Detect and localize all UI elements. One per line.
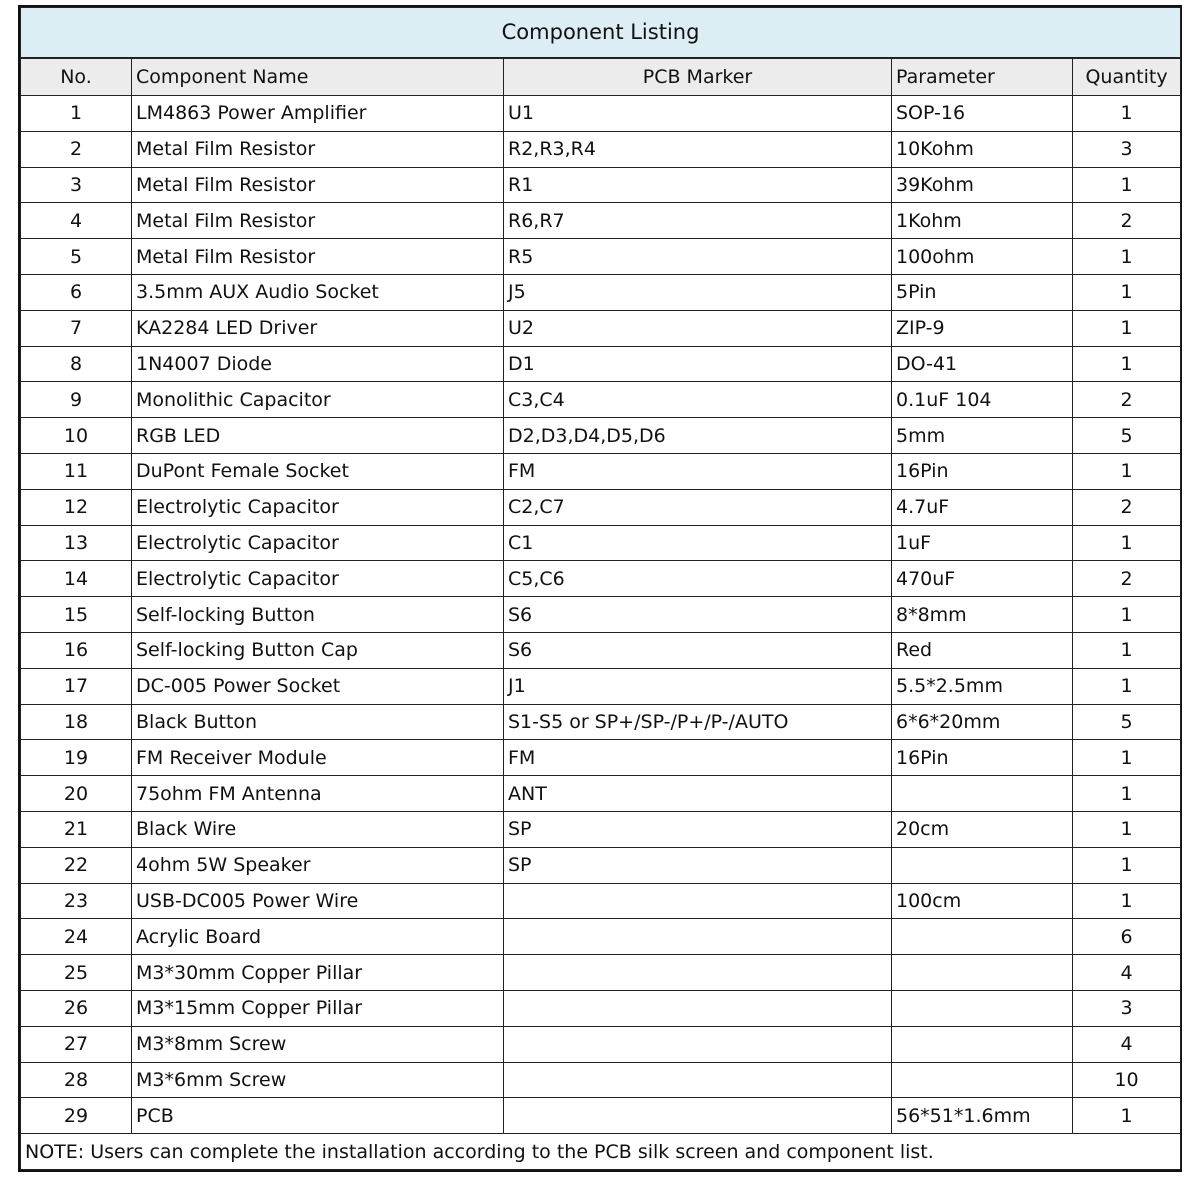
cell-quantity: 1 (1073, 96, 1181, 132)
table-row (21, 382, 1181, 418)
cell-quantity: 1 (1073, 274, 1181, 310)
cell-component-name: 4ohm 5W Speaker (132, 847, 504, 883)
cell-pcb-marker: R1 (504, 167, 892, 203)
cell-no: 20 (21, 776, 132, 812)
cell-parameter (892, 955, 1073, 991)
table-row (21, 740, 1181, 776)
cell-quantity: 2 (1073, 382, 1181, 418)
table-row (21, 274, 1181, 310)
cell-component-name: Black Button (132, 704, 504, 740)
cell-pcb-marker (504, 883, 892, 919)
cell-no: 12 (21, 489, 132, 525)
cell-quantity: 10 (1073, 1062, 1181, 1098)
cell-quantity: 1 (1073, 239, 1181, 275)
header-quantity: Quantity (1073, 58, 1181, 96)
cell-quantity: 1 (1073, 811, 1181, 847)
cell-pcb-marker: U1 (504, 96, 892, 132)
cell-component-name: FM Receiver Module (132, 740, 504, 776)
cell-parameter: ZIP-9 (892, 310, 1073, 346)
cell-component-name: LM4863 Power Amplifier (132, 96, 504, 132)
cell-no: 1 (21, 96, 132, 132)
cell-no: 13 (21, 525, 132, 561)
cell-parameter: 1Kohm (892, 203, 1073, 239)
cell-no: 8 (21, 346, 132, 382)
table-row (21, 561, 1181, 597)
table-row (21, 704, 1181, 740)
cell-no: 23 (21, 883, 132, 919)
cell-component-name: M3*15mm Copper Pillar (132, 990, 504, 1026)
cell-parameter: 16Pin (892, 453, 1073, 489)
cell-parameter: 20cm (892, 811, 1073, 847)
cell-no: 4 (21, 203, 132, 239)
table-row (21, 489, 1181, 525)
cell-pcb-marker: R5 (504, 239, 892, 275)
cell-parameter: 39Kohm (892, 167, 1073, 203)
cell-quantity: 1 (1073, 847, 1181, 883)
cell-quantity: 1 (1073, 597, 1181, 633)
cell-no: 6 (21, 274, 132, 310)
cell-no: 9 (21, 382, 132, 418)
cell-quantity: 6 (1073, 919, 1181, 955)
header-no: No. (21, 58, 132, 96)
cell-component-name: USB-DC005 Power Wire (132, 883, 504, 919)
cell-quantity: 1 (1073, 883, 1181, 919)
cell-component-name: Monolithic Capacitor (132, 382, 504, 418)
cell-component-name: Electrolytic Capacitor (132, 525, 504, 561)
header-row (21, 58, 1181, 96)
table-row (21, 668, 1181, 704)
cell-quantity: 1 (1073, 776, 1181, 812)
cell-parameter: SOP-16 (892, 96, 1073, 132)
cell-quantity: 1 (1073, 632, 1181, 668)
table-row (21, 811, 1181, 847)
header-pcb-marker: PCB Marker (504, 58, 892, 96)
cell-pcb-marker: D2,D3,D4,D5,D6 (504, 418, 892, 454)
cell-pcb-marker: S1-S5 or SP+/SP-/P+/P-/AUTO (504, 704, 892, 740)
cell-pcb-marker: SP (504, 811, 892, 847)
cell-no: 24 (21, 919, 132, 955)
note-row (21, 1134, 1181, 1170)
cell-pcb-marker: J5 (504, 274, 892, 310)
cell-parameter: 100cm (892, 883, 1073, 919)
cell-quantity: 1 (1073, 167, 1181, 203)
cell-quantity: 1 (1073, 346, 1181, 382)
table-row (21, 1026, 1181, 1062)
cell-component-name: PCB (132, 1098, 504, 1134)
table-row (21, 1062, 1181, 1098)
cell-no: 22 (21, 847, 132, 883)
cell-no: 5 (21, 239, 132, 275)
cell-parameter: 56*51*1.6mm (892, 1098, 1073, 1134)
cell-no: 26 (21, 990, 132, 1026)
cell-no: 7 (21, 310, 132, 346)
table-row (21, 776, 1181, 812)
cell-component-name: Self-locking Button (132, 597, 504, 633)
table-row (21, 453, 1181, 489)
cell-parameter: 5mm (892, 418, 1073, 454)
component-listing-sheet (18, 5, 1182, 1172)
cell-component-name: 3.5mm AUX Audio Socket (132, 274, 504, 310)
cell-component-name: RGB LED (132, 418, 504, 454)
table-row (21, 919, 1181, 955)
cell-no: 17 (21, 668, 132, 704)
cell-pcb-marker: C2,C7 (504, 489, 892, 525)
header-component-name: Component Name (132, 58, 504, 96)
cell-component-name: Metal Film Resistor (132, 239, 504, 275)
cell-no: 21 (21, 811, 132, 847)
cell-pcb-marker: S6 (504, 632, 892, 668)
cell-no: 28 (21, 1062, 132, 1098)
cell-component-name: DuPont Female Socket (132, 453, 504, 489)
table-row (21, 310, 1181, 346)
cell-parameter: 10Kohm (892, 131, 1073, 167)
cell-component-name: Black Wire (132, 811, 504, 847)
cell-parameter: 470uF (892, 561, 1073, 597)
cell-parameter: 5.5*2.5mm (892, 668, 1073, 704)
cell-pcb-marker (504, 1062, 892, 1098)
cell-component-name: Metal Film Resistor (132, 131, 504, 167)
cell-pcb-marker (504, 1098, 892, 1134)
cell-pcb-marker: R6,R7 (504, 203, 892, 239)
cell-component-name: KA2284 LED Driver (132, 310, 504, 346)
table-row (21, 346, 1181, 382)
table-row (21, 955, 1181, 991)
cell-pcb-marker: SP (504, 847, 892, 883)
cell-component-name: Metal Film Resistor (132, 167, 504, 203)
cell-parameter: 5Pin (892, 274, 1073, 310)
cell-parameter: DO-41 (892, 346, 1073, 382)
table-row (21, 167, 1181, 203)
cell-quantity: 1 (1073, 1098, 1181, 1134)
component-table (20, 7, 1181, 1170)
table-row (21, 883, 1181, 919)
cell-pcb-marker: FM (504, 740, 892, 776)
table-row (21, 1098, 1181, 1134)
installation-note: NOTE: Users can complete the installation according to the PCB silk screen and component list. (21, 1134, 1181, 1170)
cell-quantity: 1 (1073, 668, 1181, 704)
cell-component-name: M3*30mm Copper Pillar (132, 955, 504, 991)
cell-pcb-marker: S6 (504, 597, 892, 633)
cell-component-name: Electrolytic Capacitor (132, 489, 504, 525)
table-row (21, 131, 1181, 167)
cell-no: 3 (21, 167, 132, 203)
cell-quantity: 5 (1073, 704, 1181, 740)
table-row (21, 203, 1181, 239)
table-row (21, 632, 1181, 668)
cell-pcb-marker: U2 (504, 310, 892, 346)
cell-pcb-marker: J1 (504, 668, 892, 704)
cell-quantity: 1 (1073, 310, 1181, 346)
cell-component-name: M3*6mm Screw (132, 1062, 504, 1098)
cell-pcb-marker (504, 1026, 892, 1062)
cell-parameter: 16Pin (892, 740, 1073, 776)
table-row (21, 847, 1181, 883)
cell-pcb-marker: R2,R3,R4 (504, 131, 892, 167)
cell-component-name: 75ohm FM Antenna (132, 776, 504, 812)
cell-no: 11 (21, 453, 132, 489)
cell-pcb-marker (504, 919, 892, 955)
cell-no: 18 (21, 704, 132, 740)
cell-component-name: Acrylic Board (132, 919, 504, 955)
cell-pcb-marker: D1 (504, 346, 892, 382)
cell-quantity: 3 (1073, 990, 1181, 1026)
cell-component-name: M3*8mm Screw (132, 1026, 504, 1062)
cell-parameter: 1uF (892, 525, 1073, 561)
cell-no: 25 (21, 955, 132, 991)
cell-pcb-marker: C1 (504, 525, 892, 561)
cell-parameter (892, 919, 1073, 955)
cell-parameter: Red (892, 632, 1073, 668)
table-title: Component Listing (21, 8, 1181, 58)
cell-component-name: Electrolytic Capacitor (132, 561, 504, 597)
cell-parameter (892, 847, 1073, 883)
cell-pcb-marker: FM (504, 453, 892, 489)
cell-pcb-marker (504, 990, 892, 1026)
cell-no: 16 (21, 632, 132, 668)
cell-no: 15 (21, 597, 132, 633)
cell-no: 29 (21, 1098, 132, 1134)
cell-quantity: 3 (1073, 131, 1181, 167)
cell-no: 2 (21, 131, 132, 167)
cell-no: 14 (21, 561, 132, 597)
cell-component-name: Metal Film Resistor (132, 203, 504, 239)
cell-no: 27 (21, 1026, 132, 1062)
table-row (21, 990, 1181, 1026)
header-parameter: Parameter (892, 58, 1073, 96)
cell-quantity: 4 (1073, 955, 1181, 991)
cell-quantity: 5 (1073, 418, 1181, 454)
cell-parameter: 6*6*20mm (892, 704, 1073, 740)
table-body (21, 96, 1181, 1134)
cell-parameter (892, 776, 1073, 812)
cell-parameter: 8*8mm (892, 597, 1073, 633)
cell-component-name: DC-005 Power Socket (132, 668, 504, 704)
cell-quantity: 1 (1073, 740, 1181, 776)
table-row (21, 525, 1181, 561)
cell-pcb-marker: ANT (504, 776, 892, 812)
cell-component-name: 1N4007 Diode (132, 346, 504, 382)
cell-no: 10 (21, 418, 132, 454)
cell-quantity: 2 (1073, 489, 1181, 525)
cell-component-name: Self-locking Button Cap (132, 632, 504, 668)
cell-parameter: 0.1uF 104 (892, 382, 1073, 418)
table-row (21, 418, 1181, 454)
cell-pcb-marker: C5,C6 (504, 561, 892, 597)
cell-quantity: 1 (1073, 525, 1181, 561)
cell-no: 19 (21, 740, 132, 776)
cell-quantity: 2 (1073, 203, 1181, 239)
cell-parameter: 4.7uF (892, 489, 1073, 525)
table-row (21, 239, 1181, 275)
cell-pcb-marker (504, 955, 892, 991)
cell-pcb-marker: C3,C4 (504, 382, 892, 418)
cell-quantity: 4 (1073, 1026, 1181, 1062)
cell-quantity: 2 (1073, 561, 1181, 597)
table-row (21, 96, 1181, 132)
cell-parameter (892, 990, 1073, 1026)
cell-parameter (892, 1062, 1073, 1098)
cell-parameter: 100ohm (892, 239, 1073, 275)
cell-parameter (892, 1026, 1073, 1062)
table-row (21, 597, 1181, 633)
cell-quantity: 1 (1073, 453, 1181, 489)
